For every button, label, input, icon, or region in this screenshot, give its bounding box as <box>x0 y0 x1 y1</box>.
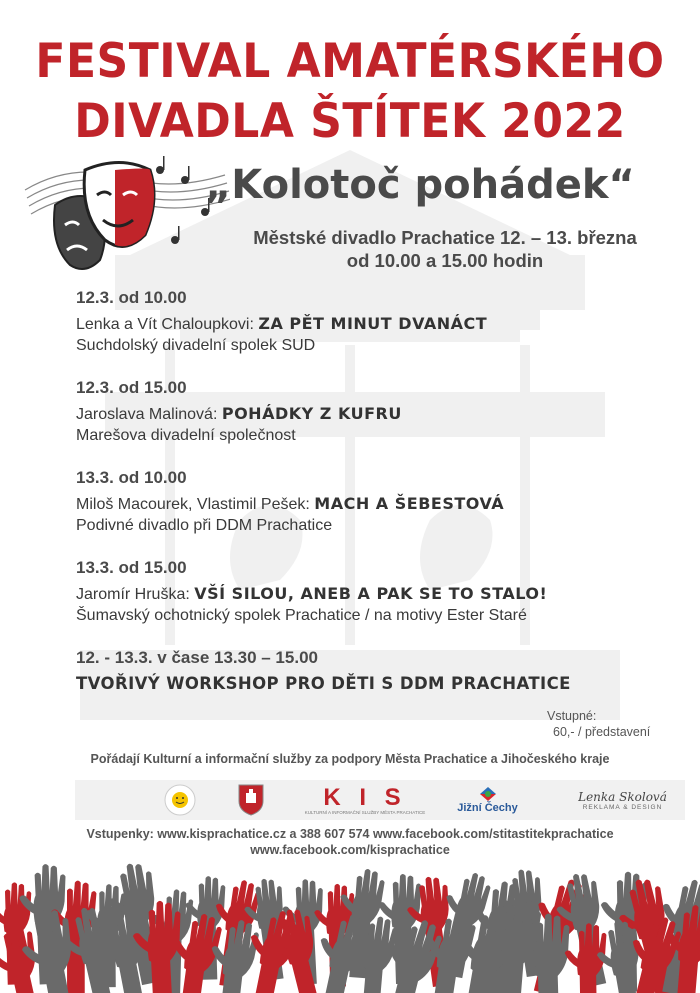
admission-label: Vstupné: <box>547 709 597 723</box>
program-company: Marešova divadelní společnost <box>76 427 296 444</box>
workshop-title: TVOŘIVÝ WORKSHOP PRO DĚTI S DDM PRACHATICE <box>76 674 571 693</box>
kis-logo <box>295 780 435 820</box>
festival-subtitle: „Kolotoč pohádek“ <box>205 162 635 208</box>
program-item <box>76 468 504 535</box>
program-show-line <box>76 314 487 334</box>
program-show-title: ZA PĚT MINUT DVANÁCT <box>258 314 488 333</box>
program-show-title: POHÁDKY Z KUFRU <box>221 404 402 423</box>
ddm-logo <box>160 780 200 820</box>
program-show-line <box>76 584 547 604</box>
program-item <box>76 378 402 445</box>
prachatice-coat-of-arms <box>233 780 269 820</box>
program-authors: Miloš Macourek, Vlastimil Pešek: <box>76 496 315 513</box>
sun-icon <box>163 783 197 817</box>
festival-title-line1: FESTIVAL AMATÉRSKÉHO <box>35 33 665 90</box>
jizni-cechy-icon <box>478 786 498 802</box>
kis-logo-subtitle: KULTURNÍ A INFORMAČNÍ SLUŽBY MĚSTA PRACHATICE <box>304 809 426 815</box>
program-company: Šumavský ochotnický spolek Prachatice / na motivy Ester Staré <box>76 607 527 624</box>
shield-icon <box>238 784 264 816</box>
program-show-line <box>76 404 402 424</box>
sponsor-logos <box>75 780 685 820</box>
program-company: Podivné divadlo při DDM Prachatice <box>76 517 333 534</box>
program-time: 13.3. od 10.00 <box>76 468 187 487</box>
raised-hands-illustration <box>0 850 700 993</box>
program-authors: Lenka a Vít Chaloupkovi: <box>76 316 259 333</box>
tickets-line2[interactable]: www.facebook.com/kisprachatice <box>250 843 450 857</box>
festival-title-line2: DIVADLA ŠTÍTEK 2022 <box>74 93 626 150</box>
program-show-title: VŠÍ SILOU, ANEB A PAK SE TO STALO! <box>194 584 548 603</box>
admission-value: 60,- / představení <box>553 725 651 739</box>
venue-line1: Městské divadlo Prachatice 12. – 13. března <box>253 227 637 248</box>
workshop-time: 12. - 13.3. v čase 13.30 – 15.00 <box>76 648 318 667</box>
program-authors: Jaromír Hruška: <box>76 586 195 603</box>
tickets-info <box>0 826 700 858</box>
kis-logo-text: K I S <box>323 783 407 811</box>
program-authors: Jaroslava Malinová: <box>76 406 222 423</box>
program-time: 13.3. od 15.00 <box>76 558 187 577</box>
jizni-cechy-logo <box>450 780 525 820</box>
program-time: 12.3. od 15.00 <box>76 378 187 397</box>
program-time: 12.3. od 10.00 <box>76 288 187 307</box>
program-company: Suchdolský divadelní spolek SUD <box>76 337 316 354</box>
theater-masks-icon <box>15 150 230 275</box>
jizni-cechy-text: Jižní Čechy <box>457 802 518 814</box>
admission <box>547 708 650 740</box>
lenka-subtitle: REKLAMA & DESIGN <box>582 803 663 811</box>
program-item <box>76 558 547 625</box>
program-show-line <box>76 494 504 514</box>
lenka-script: Lenka Skolová <box>578 789 667 804</box>
venue-info <box>200 226 690 272</box>
tickets-line1[interactable]: Vstupenky: www.kisprachatice.cz a 388 607 574 www.facebook.com/stitastitekprachatice <box>86 827 614 841</box>
organizer-text: Pořádají Kulturní a informační služby za podpory Města Prachatice a Jihočeského kraje <box>90 752 610 766</box>
workshop-item <box>76 648 571 693</box>
lenka-skolova-logo <box>565 780 680 820</box>
program-item <box>76 288 487 355</box>
program-show-title: MACH A ŠEBESTOVÁ <box>314 494 505 513</box>
venue-line2: od 10.00 a 15.00 hodin <box>346 250 544 271</box>
